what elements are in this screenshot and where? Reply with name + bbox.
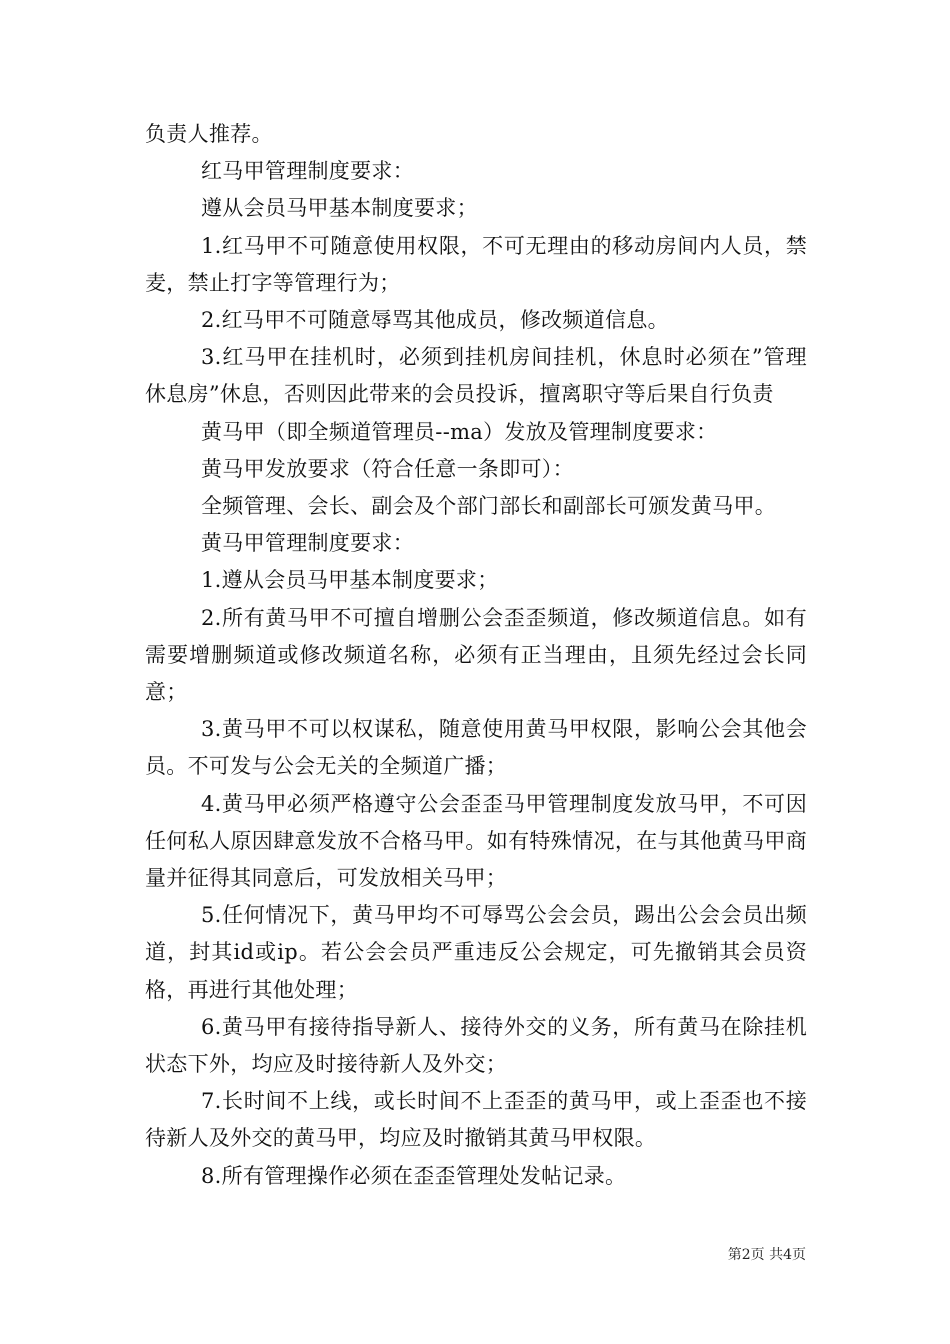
paragraph: 2.红马甲不可随意辱骂其他成员，修改频道信息。 — [201, 308, 669, 333]
footer-prefix: 第 — [727, 1247, 742, 1263]
page-number-footer — [690, 1246, 806, 1264]
paragraph: 负责人推荐。 — [145, 122, 273, 146]
footer-suffix: 页 — [792, 1247, 806, 1263]
paragraph: 1.遵从会员马甲基本制度要求； — [201, 568, 499, 593]
paragraph: 3.红马甲在挂机时，必须到挂机房间挂机，休息时必须在”管理休息房”休息，否则因此带来的会员投诉，擅离职守等后果自行负责 — [145, 345, 807, 407]
paragraph: 遵从会员马甲基本制度要求； — [201, 196, 478, 221]
paragraph: 黄马甲发放要求（符合任意一条即可）： — [201, 456, 574, 481]
document-body — [145, 116, 807, 1195]
paragraph: 2.所有黄马甲不可擅自增删公会歪歪频道，修改频道信息。如有需要增删频道或修改频道名称，必须有正当理由，且须先经过会长同意； — [145, 605, 807, 705]
paragraph: 3.黄马甲不可以权谋私，随意使用黄马甲权限，影响公会其他会员。不可发与公会无关的全频道广播； — [145, 717, 807, 779]
paragraph: 7.长时间不上线，或长时间不上歪歪的黄马甲，或上歪歪也不接待新人及外交的黄马甲，均应及时撤销其黄马甲权限。 — [145, 1089, 807, 1151]
paragraph: 1.红马甲不可随意使用权限，不可无理由的移动房间内人员，禁麦，禁止打字等管理行为； — [145, 233, 807, 295]
total-pages-number: 4 — [783, 1247, 792, 1263]
paragraph: 红马甲管理制度要求： — [201, 159, 414, 184]
paragraph: 6.黄马甲有接待指导新人、接待外交的义务，所有黄马在除挂机状态下外，均应及时接待新人及外交； — [145, 1014, 807, 1077]
paragraph: 黄马甲管理制度要求： — [201, 531, 414, 556]
current-page-number: 2 — [741, 1247, 751, 1263]
paragraph: 黄马甲（即全频道管理员--ma）发放及管理制度要求： — [201, 419, 718, 444]
paragraph: 全频管理、会长、副会及个部门部长和副部长可颁发黄马甲。 — [201, 494, 777, 519]
footer-middle: 页 共 — [750, 1247, 784, 1263]
paragraph: 5.任何情况下，黄马甲均不可辱骂公会会员，踢出公会会员出频道，封其id或ip。若公会会员严重违反公会规定，可先撤销其会员资格，再进行其他处理； — [145, 903, 807, 1002]
paragraph: 4.黄马甲必须严格遵守公会歪歪马甲管理制度发放马甲，不可因任何私人原因肆意发放不合格马甲。如有特殊情况，在与其他黄马甲商量并征得其同意后，可发放相关马甲； — [145, 791, 807, 891]
paragraph: 8.所有管理操作必须在歪歪管理处发帖记录。 — [201, 1163, 627, 1188]
